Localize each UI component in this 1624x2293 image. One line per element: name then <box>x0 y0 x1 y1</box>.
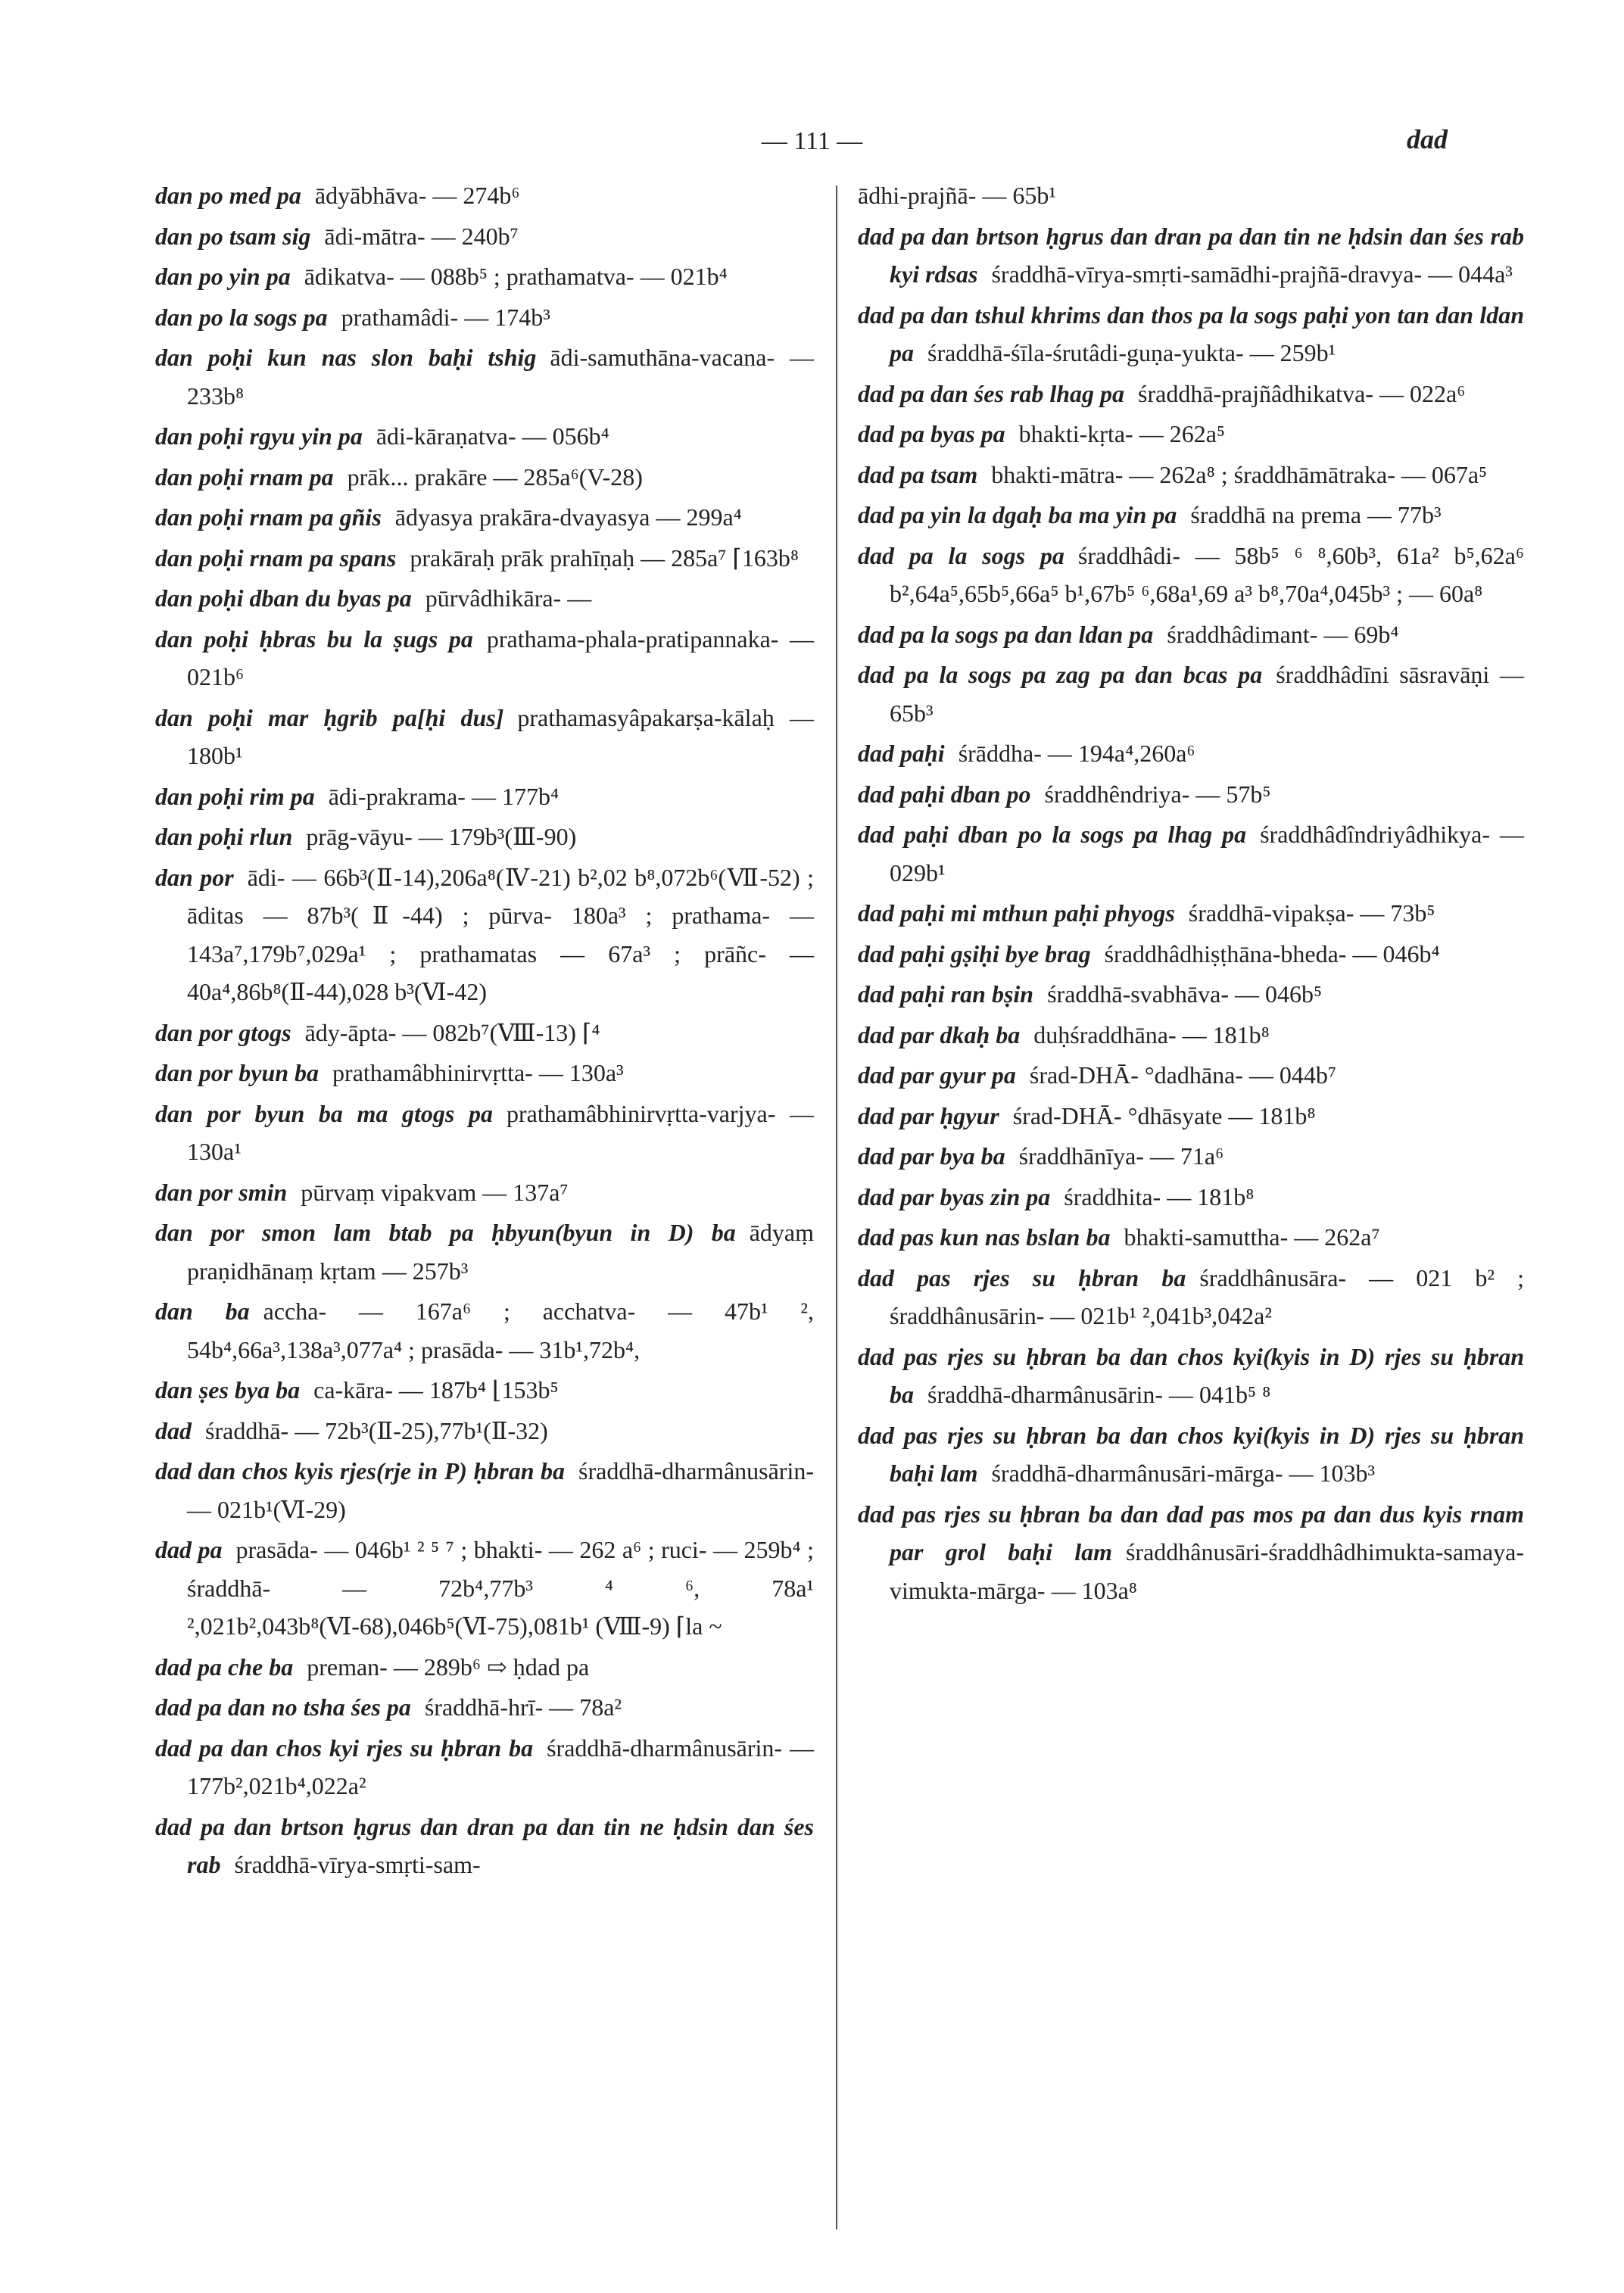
entry-definition: ādi-samuthāna-vacana- — 233b⁸ <box>187 344 815 410</box>
entry-headword: dad pa la sogs pa <box>858 541 1064 569</box>
entry-definition: prathamâbhinirvṛtta-varjya- — 130a¹ <box>187 1099 815 1165</box>
entry-definition: ādi-kāraṇatva- — 056b⁴ <box>376 422 609 450</box>
entry-definition: ādi-prakrama- — 177b⁴ <box>328 782 560 810</box>
dictionary-entry <box>155 1808 814 1884</box>
entry-headword: dad pa dan brtson ḥgrus dan dran pa dan tin ne ḥdsin dan śes rab kyi rdsas <box>858 222 1524 288</box>
dictionary-entry <box>155 1452 814 1528</box>
entry-headword: dad <box>155 1416 192 1444</box>
entry-definition: duḥśraddhāna- — 181b⁸ <box>1033 1020 1270 1048</box>
dictionary-entry <box>858 734 1524 773</box>
entry-headword: dad paḥi dban po la sogs pa lhag pa <box>858 821 1247 848</box>
entry-headword: dad paḥi ran bṣin <box>858 980 1034 1008</box>
dictionary-entry <box>858 1416 1524 1493</box>
entry-definition: ādikatva- — 088b⁵ ; prathamatva- — 021b⁴ <box>304 263 728 290</box>
entry-headword: dan poḥi kun nas slon baḥi tshig <box>155 344 537 371</box>
dictionary-entry <box>155 458 814 497</box>
entry-definition: śraddhā-prajñâdhikatva- — 022a⁶ <box>1138 379 1466 407</box>
dictionary-entry <box>858 935 1524 974</box>
entry-headword: dad paḥi dban po <box>858 780 1031 808</box>
dictionary-entry <box>155 1688 814 1727</box>
dictionary-entry <box>858 1016 1524 1055</box>
entry-headword: dad pa dan no tsha śes pa <box>155 1693 411 1721</box>
entry-definition: prathamâdi- — 174b³ <box>341 303 550 331</box>
dictionary-entry <box>858 975 1524 1014</box>
entry-headword: dan por byun ba ma gtogs pa <box>155 1099 493 1127</box>
entry-definition: bhakti-mātra- — 262a⁸ ; śraddhāmātraka- — 067a⁵ <box>991 460 1488 488</box>
entry-headword: dan poḥi mar ḥgrib pa[ḥi dus] <box>155 703 504 731</box>
entry-definition: śraddhā na prema — 77b³ <box>1190 501 1442 528</box>
entry-headword: dad pas rjes su ḥbran ba dan chos kyi(kyis in D) rjes su ḥbran baḥi lam <box>858 1421 1524 1487</box>
dictionary-entry <box>155 1648 814 1687</box>
entry-definition: śraddhânusāra- — 021 b² ; śraddhânusārin- — 021b¹ ²,041b³,042a² <box>890 1263 1525 1329</box>
running-head: dad <box>1407 124 1448 154</box>
dictionary-entry <box>155 1292 814 1369</box>
entry-headword: dan ṣes bya ba <box>155 1376 301 1404</box>
dictionary-entry <box>858 1097 1524 1136</box>
dictionary-entry <box>858 656 1524 732</box>
entry-headword: dan por <box>155 863 234 891</box>
dictionary-entry <box>858 176 1524 215</box>
dictionary-entry <box>155 217 814 256</box>
dictionary-entry <box>155 818 814 856</box>
dictionary-entry <box>858 217 1524 294</box>
entry-definition: ādi- — 66b³(Ⅱ-14),206a⁸(Ⅳ-21) b²,02 b⁸,072b⁶(Ⅶ-52) ; āditas — 87b³(Ⅱ-44) ; pūrva- 180a³ ; prathama- — 143a⁷,179b⁷,029a¹ ; prathamatas — 67a³ ; prāñc- — 40a⁴,86b⁸(Ⅱ-44),028 b³(Ⅵ-42) <box>187 863 815 1005</box>
entry-definition: śraddhā-dharmânusārin- — 177b²,021b⁴,022a² <box>187 1734 815 1799</box>
entry-headword: dan ba <box>155 1298 250 1325</box>
entry-headword: dan poḥi dban du byas pa <box>155 584 412 612</box>
dictionary-entry <box>155 1412 814 1450</box>
dictionary-entry <box>155 1014 814 1052</box>
entry-headword: dan poḥi rnam pa gñis <box>155 503 382 531</box>
dictionary-entry <box>155 338 814 415</box>
entry-definition: śraddhā-svabhāva- — 046b⁵ <box>1047 980 1323 1008</box>
entry-headword: dan po la sogs pa <box>155 303 328 331</box>
dictionary-entry <box>858 1178 1524 1217</box>
page-number: — 111 — <box>761 127 863 155</box>
dictionary-entry <box>858 296 1524 372</box>
entry-definition: pūrvâdhikāra- — <box>425 584 592 612</box>
entry-definition: śraddhâdhiṣṭhāna-bheda- — 046b⁴ <box>1104 939 1440 967</box>
entry-definition: śraddhā-śīla-śrutâdi-guṇa-yukta- — 259b¹ <box>927 339 1336 366</box>
dictionary-entry <box>155 498 814 537</box>
entry-definition: ādy-āpta- — 082b⁷(Ⅷ-13) ⌈⁴ <box>304 1018 600 1046</box>
dictionary-entry <box>858 1137 1524 1176</box>
dictionary-entry <box>155 579 814 618</box>
entry-headword: dan poḥi rnam pa <box>155 463 334 491</box>
entry-definition: śrad-DHĀ- °dhāsyate — 181b⁸ <box>1012 1101 1316 1129</box>
entry-definition: śraddhâdîndriyâdhikya- — 029b¹ <box>890 821 1525 886</box>
entry-definition: bhakti-samuttha- — 262a⁷ <box>1124 1223 1380 1251</box>
entry-headword: dad pa dan chos kyi rjes su ḥbran ba <box>155 1734 534 1762</box>
entry-definition: śraddhâdi- — 58b⁵ ⁶ ⁸,60b³, 61a² b⁵,62a⁶ b²,64a⁵,65b⁵,66a⁵ b¹,67b⁵ ⁶,68a¹,69 a³ b⁸,70a⁴,045b³ ; — 60a⁸ <box>890 541 1525 607</box>
dictionary-entry <box>155 1213 814 1290</box>
dictionary-entry <box>155 1531 814 1646</box>
dictionary-entry <box>858 894 1524 933</box>
dictionary-entry <box>858 775 1524 814</box>
entry-definition: śraddhā-dharmânusārin- — 021b¹(Ⅵ-29) <box>187 1457 814 1523</box>
entry-definition: śraddhā-dharmânusāri-mārga- — 103b³ <box>991 1460 1376 1487</box>
entry-headword: dad pa dan tshul khrims dan thos pa la sogs paḥi yon tan dan ldan pa <box>858 301 1524 366</box>
entry-definition: prasāda- — 046b¹ ² ⁵ ⁷ ; bhakti- — 262 a⁶ ; ruci- — 259b⁴ ; śraddhā- — 72b⁴,77b³ ⁴ ⁶, 78a¹ ²,021b²,043b⁸(Ⅵ-68),046b⁵(Ⅵ-75),081b¹ (Ⅷ-9) ⌈la ~ <box>187 1536 815 1640</box>
entry-definition: śraddhā-dharmânusārin- — 041b⁵ ⁸ <box>927 1381 1271 1408</box>
entry-headword: dad par dkaḥ ba <box>858 1020 1021 1048</box>
entry-definition: prakāraḥ prāk prahīṇaḥ — 285a⁷ ⌈163b⁸ <box>410 544 800 572</box>
column-divider <box>836 185 837 2229</box>
entry-headword: dad pa la sogs pa dan ldan pa <box>858 620 1154 648</box>
dictionary-entry <box>155 620 814 696</box>
entry-definition: ādhi-prajñā- — 65b¹ <box>858 182 1056 209</box>
entry-definition: śraddhâdimant- — 69b⁴ <box>1167 620 1399 648</box>
entry-definition: prāg-vāyu- — 179b³(Ⅲ-90) <box>306 823 577 850</box>
entry-definition: śraddhânusāri-śraddhâdhimukta-samaya-vimukta-mārga- — 103a⁸ <box>890 1538 1524 1604</box>
dictionary-entry <box>858 1259 1524 1335</box>
entry-headword: dan poḥi rnam pa spans <box>155 544 397 572</box>
entry-headword: dad paḥi mi mthun paḥi phyogs <box>858 899 1175 927</box>
dictionary-entry <box>155 298 814 337</box>
dictionary-entry <box>155 1729 814 1805</box>
entry-definition: śraddhita- — 181b⁸ <box>1064 1182 1255 1210</box>
entry-definition: śraddhā-vīrya-smṛti-sam- <box>234 1851 481 1878</box>
entry-headword: dan por smin <box>155 1178 288 1206</box>
entry-headword: dad pa byas pa <box>858 420 1005 447</box>
entry-definition: prāk... prakāre — 285a⁶(V-28) <box>347 463 643 491</box>
entry-definition: pūrvaṃ vipakvam — 137a⁷ <box>301 1178 569 1206</box>
entry-headword: dad pa tsam <box>858 460 978 488</box>
entry-definition: śraddhā-vipakṣa- — 73b⁵ <box>1188 899 1435 927</box>
entry-headword: dan po tsam sig <box>155 222 311 250</box>
entry-definition: prathama-phala-pratipannaka- — 021b⁶ <box>187 625 815 690</box>
dictionary-entry <box>155 176 814 215</box>
entry-headword: dad pas kun nas bslan ba <box>858 1223 1111 1251</box>
dictionary-entry <box>858 415 1524 453</box>
dictionary-entry <box>858 375 1524 413</box>
entry-headword: dan poḥi rlun <box>155 823 293 850</box>
entry-headword: dad par byas zin pa <box>858 1182 1051 1210</box>
dictionary-entry <box>155 1054 814 1092</box>
entry-headword: dad pa la sogs pa zag pa dan bcas pa <box>858 661 1263 688</box>
dictionary-entry <box>155 1173 814 1212</box>
entry-headword: dad pas rjes su ḥbran ba dan chos kyi(kyis in D) rjes su ḥbran ba <box>858 1342 1524 1408</box>
entry-headword: dad par ḥgyur <box>858 1101 999 1129</box>
entry-definition: ādyābhāva- — 274b⁶ <box>314 182 520 209</box>
dictionary-entry <box>155 1095 814 1171</box>
dictionary-entry <box>858 537 1524 613</box>
entry-headword: dad par gyur pa <box>858 1061 1016 1089</box>
entry-definition: śraddhā-vīrya-smṛti-samādhi-prajñā-dravya- — 044a³ <box>991 260 1513 288</box>
dictionary-entry <box>858 1218 1524 1257</box>
entry-headword: dan por byun ba <box>155 1059 320 1086</box>
dictionary-entry <box>155 777 814 816</box>
entry-definition: śraddhā-hrī- — 78a² <box>424 1693 622 1721</box>
dictionary-entry <box>155 539 814 578</box>
entry-headword: dad pa dan brtson ḥgrus dan dran pa dan tin ne ḥdsin dan śes rab <box>155 1812 814 1878</box>
dictionary-entry <box>858 1056 1524 1095</box>
entry-headword: dad pas rjes su ḥbran ba <box>858 1263 1186 1291</box>
entry-definition: prathamasyâpakarṣa-kālaḥ — 180b¹ <box>187 703 814 769</box>
right-column <box>858 176 1524 1612</box>
entry-definition: accha- — 167a⁶ ; acchatva- — 47b¹ ², 54b⁴,66a³,138a³,077a⁴ ; prasāda- — 31b¹,72b⁴, <box>187 1298 815 1363</box>
dictionary-entry <box>858 496 1524 534</box>
entry-definition: ādyaṃ praṇidhānaṃ kṛtam — 257b³ <box>187 1219 814 1285</box>
entry-headword: dan por gtogs <box>155 1018 291 1046</box>
dictionary-entry <box>858 815 1524 892</box>
entry-definition: ca-kāra- — 187b⁴ ⌊153b⁵ <box>313 1376 559 1404</box>
entry-definition: ādyasya prakāra-dvayasya — 299a⁴ <box>394 503 742 531</box>
dictionary-entry <box>858 456 1524 494</box>
dictionary-entry <box>155 417 814 456</box>
entry-headword: dad dan chos kyis rjes(rje in P) ḥbran ba <box>155 1457 566 1485</box>
entry-definition: śrad-DHĀ- °dadhāna- — 044b⁷ <box>1029 1061 1337 1089</box>
entry-headword: dad pa dan śes rab lhag pa <box>858 379 1125 407</box>
entry-definition: bhakti-kṛta- — 262a⁵ <box>1018 420 1226 447</box>
entry-headword: dan po med pa <box>155 182 301 209</box>
entry-definition: ādi-mātra- — 240b⁷ <box>324 222 519 250</box>
entry-headword: dad paḥi <box>858 740 945 767</box>
entry-headword: dan poḥi ḥbras bu la ṣugs pa <box>155 625 473 653</box>
entry-headword: dad par bya ba <box>858 1142 1005 1170</box>
entry-headword: dad pas rjes su ḥbran ba dan dad pas mos pa dan dus kyis rnam par grol baḥi lam <box>858 1500 1524 1566</box>
entry-headword: dan po yin pa <box>155 263 291 290</box>
entry-definition: prathamâbhinirvṛtta- — 130a³ <box>332 1059 624 1086</box>
entry-headword: dan poḥi rim pa <box>155 782 315 810</box>
dictionary-entry <box>858 1338 1524 1414</box>
entry-headword: dan poḥi rgyu yin pa <box>155 422 363 450</box>
entry-definition: preman- — 289b⁶ ⇨ ḥdad pa <box>307 1653 590 1681</box>
entry-headword: dad pa <box>155 1536 223 1563</box>
entry-definition: śraddhānīya- — 71a⁶ <box>1018 1142 1224 1170</box>
dictionary-entry <box>155 257 814 296</box>
dictionary-entry <box>155 699 814 775</box>
entry-definition: śraddhâdīni sāsravāṇi — 65b³ <box>890 661 1525 727</box>
entry-definition: śraddhā- — 72b³(Ⅱ-25),77b¹(Ⅱ-32) <box>205 1416 548 1444</box>
left-column <box>155 176 814 1886</box>
entry-headword: dan por smon lam btab pa ḥbyun(byun in D) ba <box>155 1219 736 1246</box>
entry-definition: śrāddha- — 194a⁴,260a⁶ <box>958 740 1195 767</box>
entry-headword: dad paḥi gṣiḥi bye brag <box>858 939 1091 967</box>
entry-headword: dad pa che ba <box>155 1653 294 1681</box>
dictionary-entry <box>155 1371 814 1410</box>
entry-definition: śraddhêndriya- — 57b⁵ <box>1044 780 1271 808</box>
dictionary-entry <box>155 858 814 1011</box>
dictionary-entry <box>858 615 1524 654</box>
dictionary-entry <box>858 1495 1524 1610</box>
entry-headword: dad pa yin la dgaḥ ba ma yin pa <box>858 501 1177 528</box>
